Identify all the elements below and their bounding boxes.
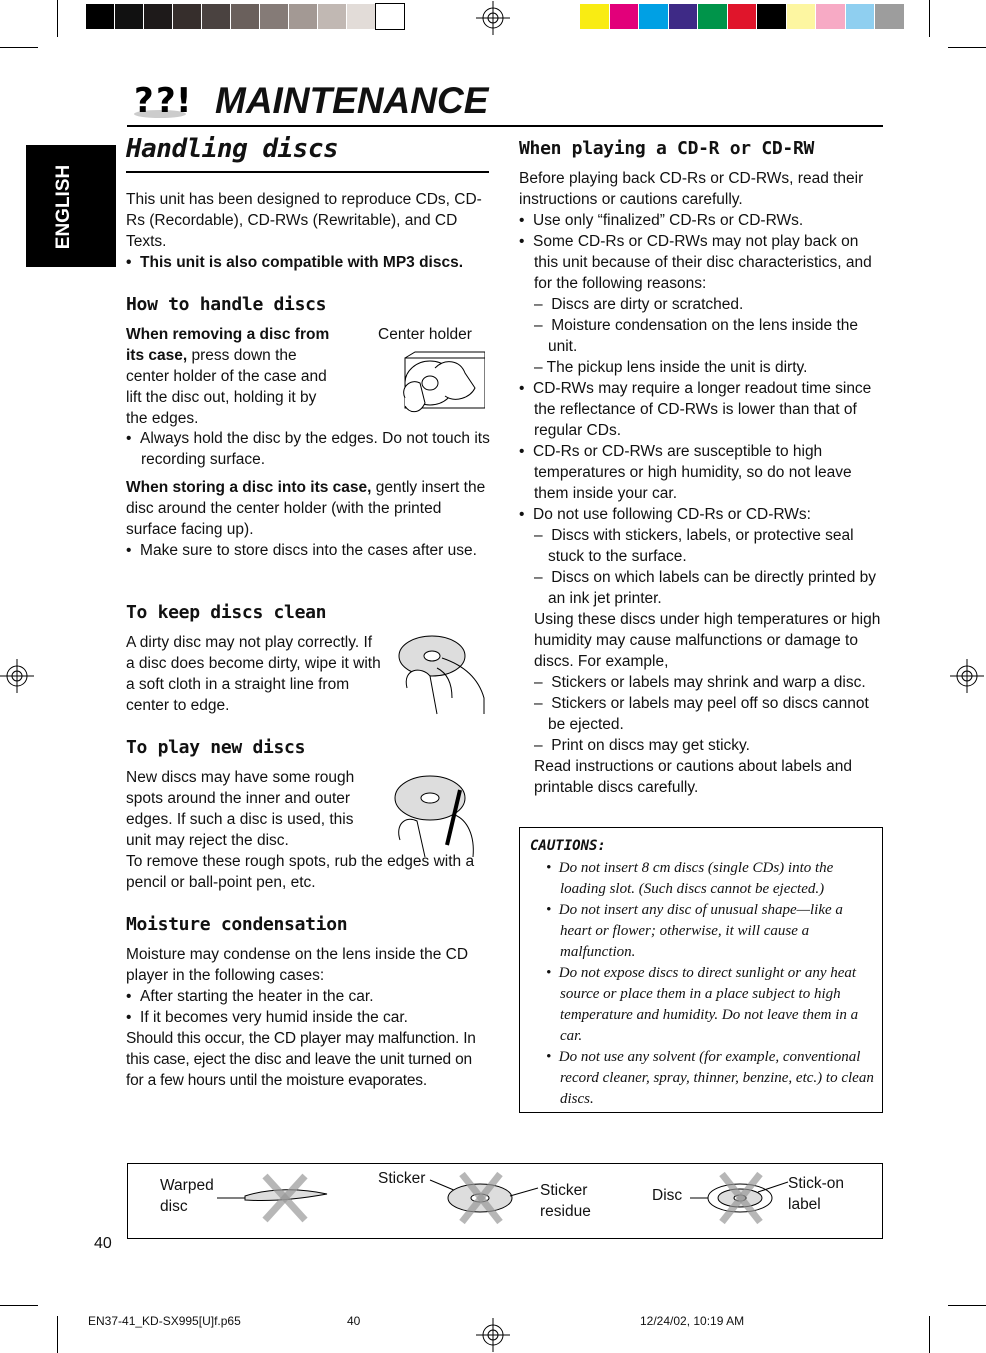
color-swatch xyxy=(787,4,816,29)
color-swatch xyxy=(698,4,727,29)
color-swatch xyxy=(318,4,346,29)
cdr-bullet-3: • CD-RWs may require a longer readout time since the reflectance of CD-RWs is lower than that of regular CDs. xyxy=(519,380,872,439)
footer-page: 40 xyxy=(347,1314,361,1328)
caution-item-text: Do not insert 8 cm discs (single CDs) into the loading slot. (Such discs cannot be ejected.) xyxy=(558,860,834,897)
cautions-title: CAUTIONS: xyxy=(530,838,606,854)
crop-mark xyxy=(929,1316,930,1353)
cdr-dash-7: – Stickers or labels may peel off so discs cannot be ejected. xyxy=(534,695,869,733)
handle-details xyxy=(126,428,490,561)
stickon-label-disc-icon xyxy=(688,1168,793,1228)
storing-bold: When storing a disc into its case, xyxy=(126,479,372,496)
cdr-read-text: Read instructions or cautions about labels and printable discs carefully. xyxy=(534,758,852,796)
color-swatch xyxy=(231,4,259,29)
caution-item: • Do not expose discs to direct sunlight or any heat source or place them in a place subject to high temperature and humidity. Do not leave them in a car. xyxy=(546,965,859,1044)
cdr-bullet-2: • Some CD-Rs or CD-RWs may not play back on this unit because of their disc characteristics, and for the following reasons: xyxy=(519,233,872,292)
cdr-bullet-5-text: Do not use following CD-Rs or CD-RWs: xyxy=(533,506,811,523)
cdr-bullet-1-text: Use only “finalized” CD-Rs or CD-RWs. xyxy=(533,212,804,229)
color-swatch xyxy=(115,4,143,29)
caution-item: • Do not insert 8 cm discs (single CDs) into the loading slot. (Such discs cannot be ejected.) xyxy=(546,860,834,897)
crop-mark xyxy=(948,47,986,48)
intro-bullet-text: This unit is also compatible with MP3 discs. xyxy=(140,254,464,271)
cdr-dash-5: – Discs on which labels can be directly printed by an ink jet printer. xyxy=(534,569,877,607)
cleaning-disc-illustration xyxy=(392,628,487,716)
sticker-disc-icon xyxy=(420,1168,540,1228)
center-holder-label: Center holder xyxy=(378,326,472,343)
removing-paragraph xyxy=(126,324,341,429)
title-rule xyxy=(127,125,883,127)
color-swatch xyxy=(816,4,845,29)
disc-label: Disc xyxy=(652,1187,683,1204)
sticker-residue-label: Sticker residue xyxy=(540,1182,591,1220)
crop-mark xyxy=(929,0,930,37)
storing-text: gently insert the disc around the center holder (with the printed surface facing up). xyxy=(126,479,486,538)
stickon-label-text: Stick-on label xyxy=(788,1175,844,1213)
svg-text:!: ! xyxy=(176,81,192,120)
color-swatch xyxy=(875,4,904,29)
moisture-bullet-2: • If it becomes very humid inside the car. xyxy=(126,1009,408,1026)
sticker-label: Sticker xyxy=(378,1170,426,1187)
cdr-bullet-5: • Do not use following CD-Rs or CD-RWs: xyxy=(519,506,811,523)
color-swatch xyxy=(610,4,639,29)
page-title: MAINTENANCE xyxy=(215,80,489,121)
cdr-section xyxy=(519,168,885,798)
cdr-warning-text: Using these discs under high temperatures or high humidity may cause malfunctions or damage to discs. For example, xyxy=(534,611,881,670)
caution-item-text: Do not use any solvent (for example, conventional record cleaner, spray, thinner, benzine, etc.) to clean discs. xyxy=(558,1049,874,1107)
removing-bold: When removing a disc from its case, xyxy=(126,326,330,364)
crop-mark xyxy=(948,1305,986,1306)
moisture-bullet-1: • After starting the heater in the car. xyxy=(126,988,374,1005)
warped-disc-icon xyxy=(215,1168,335,1228)
color-swatch xyxy=(669,4,698,29)
caution-item-text: Do not insert any disc of unusual shape—like a heart or flower; otherwise, it will cause a malfunction. xyxy=(558,902,843,960)
handle-bullet-1: • Always hold the disc by the edges. Do not touch its recording surface. xyxy=(126,430,490,468)
registration-mark-icon xyxy=(0,659,34,693)
moisture-bullet-1-text: After starting the heater in the car. xyxy=(140,988,374,1005)
how-to-handle-heading: How to handle discs xyxy=(126,294,327,315)
color-swatch xyxy=(289,4,317,29)
cdr-dash-6-text: Stickers or labels may shrink and warp a disc. xyxy=(551,674,866,691)
registration-mark-icon xyxy=(476,1318,510,1352)
cdr-bullet-4: • CD-Rs or CD-RWs are susceptible to high temperatures or high humidity, so do not leave them inside your car. xyxy=(519,443,852,502)
cdr-dash-8: – Print on discs may get sticky. xyxy=(534,737,750,754)
handle-bullet-2-text: Make sure to store discs into the cases after use. xyxy=(140,542,477,559)
cdr-bullet-3-text: CD-RWs may require a longer readout time since the reflectance of CD-RWs is lower than that of regular CDs. xyxy=(533,380,872,439)
handle-bullet-1-text: Always hold the disc by the edges. Do not touch its recording surface. xyxy=(140,430,490,468)
caution-item: • Do not use any solvent (for example, conventional record cleaner, spray, thinner, benzine, etc.) to clean discs. xyxy=(546,1049,874,1107)
color-swatch xyxy=(260,4,288,29)
cdr-dash-4-text: Discs with stickers, labels, or protective seal stuck to the surface. xyxy=(548,527,854,565)
color-swatch xyxy=(757,4,786,29)
registration-mark-icon xyxy=(476,1,510,35)
language-tab-label: ENGLISH xyxy=(53,164,74,250)
color-swatch xyxy=(347,4,375,29)
new-disc-pen-illustration xyxy=(385,765,485,860)
cautions-box xyxy=(519,827,883,1113)
cdr-dash-1: – Discs are dirty or scratched. xyxy=(534,296,744,313)
crop-mark xyxy=(57,1316,58,1353)
cdr-dash-2: – Moisture condensation on the lens inside the unit. xyxy=(534,317,858,355)
footer-date: 12/24/02, 10:19 AM xyxy=(640,1314,745,1328)
cdr-dash-4: – Discs with stickers, labels, or protective seal stuck to the surface. xyxy=(534,527,854,565)
cdr-dash-7-text: Stickers or labels may peel off so discs cannot be ejected. xyxy=(548,695,869,733)
moisture-text: Moisture may condense on the lens inside the CD player in the following cases: xyxy=(126,946,469,984)
color-swatch xyxy=(580,4,609,29)
cdr-bullet-2-text: Some CD-Rs or CD-RWs may not play back on this unit because of their disc characteristics, and for the following reasons: xyxy=(533,233,872,292)
cdr-dash-2-text: Moisture condensation on the lens inside the unit. xyxy=(548,317,858,355)
color-swatch xyxy=(86,4,114,29)
crop-mark xyxy=(0,47,38,48)
main-heading: Handling discs xyxy=(126,134,339,164)
cdr-dash-8-text: Print on discs may get sticky. xyxy=(551,737,750,754)
warped-disc-label: Warped disc xyxy=(160,1177,214,1215)
caution-item: • Do not insert any disc of unusual shape—like a heart or flower; otherwise, it will cause a malfunction. xyxy=(546,902,843,960)
color-swatch xyxy=(202,4,230,29)
page-number: 40 xyxy=(94,1235,112,1252)
cdr-heading: When playing a CD-R or CD-RW xyxy=(519,138,815,159)
removing-text: press down the center holder of the case and lift the disc out, holding it by the edges. xyxy=(126,347,327,427)
moisture-text-2: Should this occur, the CD player may malfunction. In this case, eject the disc and leave the unit turned on for a few hours until the moisture evaporates. xyxy=(126,1030,476,1089)
main-heading-rule xyxy=(126,171,489,173)
crop-mark xyxy=(57,0,58,37)
cdr-dash-1-text: Discs are dirty or scratched. xyxy=(551,296,744,313)
maintenance-icon xyxy=(128,74,194,120)
intro-bullet: • This unit is also compatible with MP3 discs. xyxy=(126,254,464,271)
handle-bullet-2: • Make sure to store discs into the cases after use. xyxy=(126,542,477,559)
cdr-dash-5-text: Discs on which labels can be directly printed by an ink jet printer. xyxy=(548,569,877,607)
color-swatch xyxy=(846,4,875,29)
cdr-intro: Before playing back CD-Rs or CD-RWs, read their instructions or cautions carefully. xyxy=(519,170,864,208)
svg-text:?: ? xyxy=(134,81,154,120)
cdr-dash-6: – Stickers or labels may shrink and warp a disc. xyxy=(534,674,866,691)
moisture-section xyxy=(126,944,492,1091)
caution-item-text: Do not expose discs to direct sunlight or any heat source or place them in a place subject to high temperature and humidity. Do not leave them in a car. xyxy=(558,965,859,1044)
registration-mark-icon xyxy=(950,659,984,693)
keep-clean-text: A dirty disc may not play correctly. If a disc does become dirty, wipe it with a soft cloth in a straight line from center to edge. xyxy=(126,634,381,714)
cdr-dash-3: – The pickup lens inside the unit is dirty. xyxy=(534,359,808,376)
color-swatch xyxy=(376,4,404,29)
new-discs-heading: To play new discs xyxy=(126,737,306,758)
color-swatch xyxy=(173,4,201,29)
keep-clean-heading: To keep discs clean xyxy=(126,602,327,623)
moisture-heading: Moisture condensation xyxy=(126,914,348,935)
new-discs-text: New discs may have some rough spots around the inner and outer edges. If such a disc is used, this unit may reject the disc. xyxy=(126,769,355,849)
intro-text xyxy=(126,189,490,273)
crop-mark xyxy=(0,1305,38,1306)
color-swatch xyxy=(639,4,668,29)
svg-text:?: ? xyxy=(156,81,176,120)
color-swatch xyxy=(728,4,757,29)
new-discs-text-2: To remove these rough spots, rub the edges with a pencil or ball-point pen, etc. xyxy=(126,853,475,891)
cdr-bullet-1: • Use only “finalized” CD-Rs or CD-RWs. xyxy=(519,212,804,229)
disc-case-illustration xyxy=(375,348,485,418)
footer-filename: EN37-41_KD-SX995[U]f.p65 xyxy=(88,1314,241,1328)
cdr-bullet-4-text: CD-Rs or CD-RWs are susceptible to high temperatures or high humidity, so do not leave them inside your car. xyxy=(533,443,852,502)
color-swatch xyxy=(144,4,172,29)
moisture-bullet-2-text: If it becomes very humid inside the car. xyxy=(140,1009,408,1026)
intro-paragraph: This unit has been designed to reproduce CDs, CD-Rs (Recordable), CD-RWs (Rewritable), and CD Texts. xyxy=(126,191,482,250)
